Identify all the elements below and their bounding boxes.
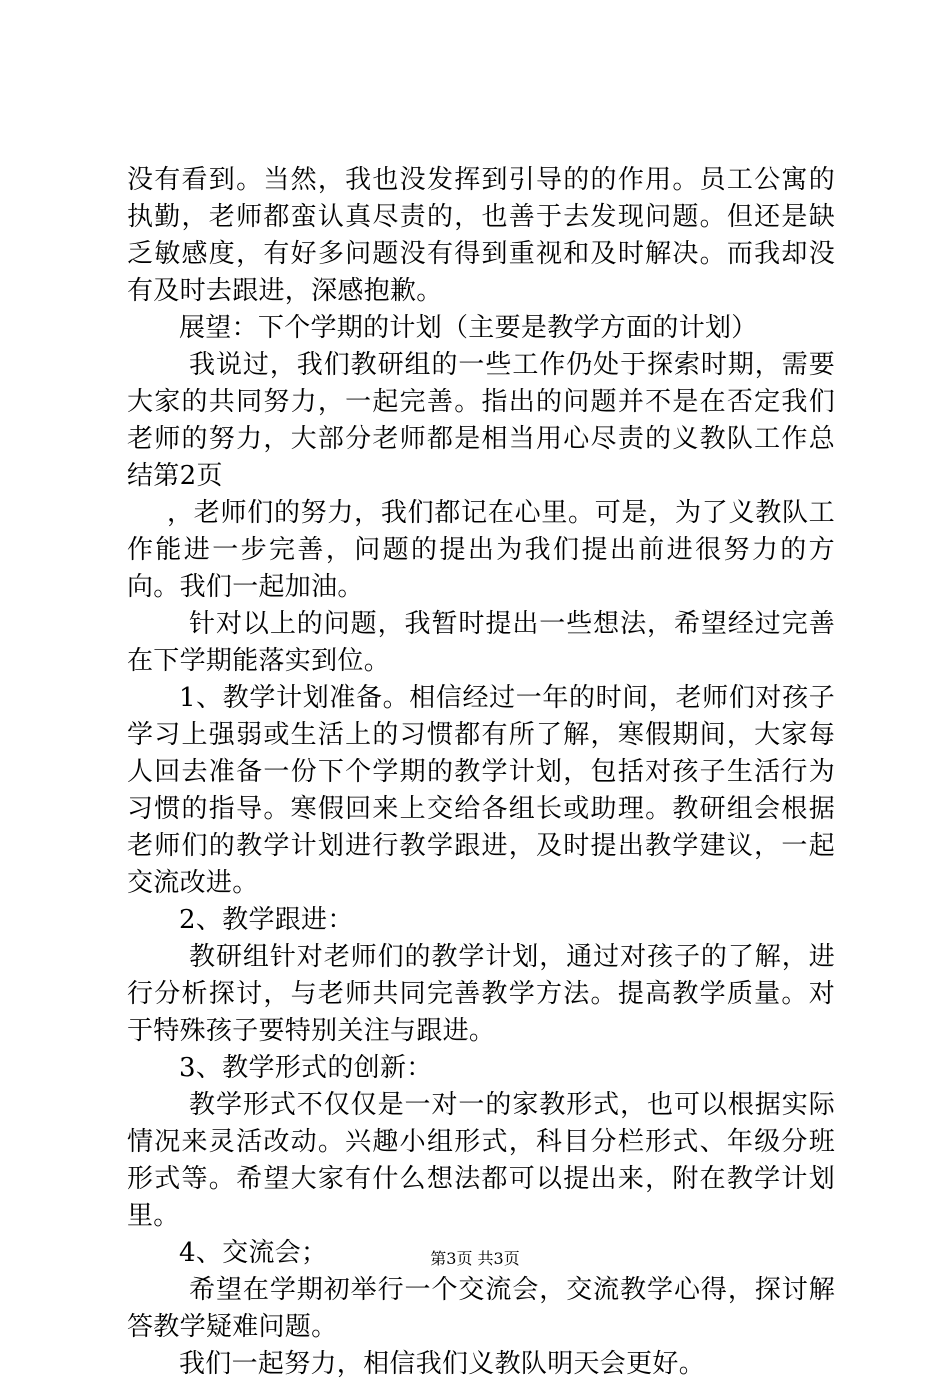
paragraph-closing: 我们一起努力，相信我们义教队明天会更好。 [179, 1349, 706, 1379]
paragraph-item-1-teaching-plan: 1、教学计划准备。相信经过一年的时间，老师们对孩子学习上强弱或生活上的习惯都有所了解，寒假期间，大家每人回去准备一份下个学期的教学计划，包括对孩子生活行为习惯的指导。寒假回来上交给各组长或助理。教研组会根据老师们的教学计划进行教学跟进，及时提出教学建议，一起交流改进。 [127, 683, 835, 898]
paragraph-item-3-body: 教学形式不仅仅是一对一的家教形式，也可以根据实际情况来灵活改动。兴趣小组形式，科目分栏形式、年级分班形式等。希望大家有什么想法都可以提出来，附在教学计划里。 [127, 1090, 835, 1231]
paragraph-outlook-heading: 展望：下个学期的计划（主要是教学方面的计划） [179, 313, 758, 343]
page-number-footer: 第3页 共3页 [430, 1249, 520, 1268]
paragraph-item-3-heading: 3、教学形式的创新： [179, 1053, 433, 1083]
paragraph-teaching-group-work: 我说过，我们教研组的一些工作仍处于探索时期，需要大家的共同努力，一起完善。指出的问题并不是在否定我们老师的努力，大部分老师都是相当用心尽责的义教队工作总结第2页 [127, 350, 835, 491]
paragraph-item-4-heading: 4、交流会； [179, 1238, 328, 1268]
paragraph-duty-reflection: 没有看到。当然，我也没发挥到引导的的作用。员工公寓的执勤，老师都蛮认真尽责的，也善于去发现问题。但还是缺乏敏感度，有好多问题没有得到重视和及时解决。而我却没有及时去跟进，深感抱歉。 [127, 165, 835, 306]
paragraph-ideas-intro: 针对以上的问题，我暂时提出一些想法，希望经过完善在下学期能落实到位。 [127, 609, 835, 676]
paragraph-teacher-efforts: ，老师们的努力，我们都记在心里。可是，为了义教队工作能进一步完善，问题的提出为我们提出前进很努力的方向。我们一起加油。 [127, 498, 835, 602]
paragraph-item-2-body: 教研组针对老师们的教学计划，通过对孩子的了解，进行分析探讨，与老师共同完善教学方法。提高教学质量。对于特殊孩子要特别关注与跟进。 [127, 942, 835, 1046]
paragraph-item-2-heading: 2、教学跟进： [179, 905, 354, 935]
paragraph-item-4-body: 希望在学期初举行一个交流会，交流教学心得，探讨解答教学疑难问题。 [127, 1275, 835, 1342]
document-body [127, 162, 835, 1383]
